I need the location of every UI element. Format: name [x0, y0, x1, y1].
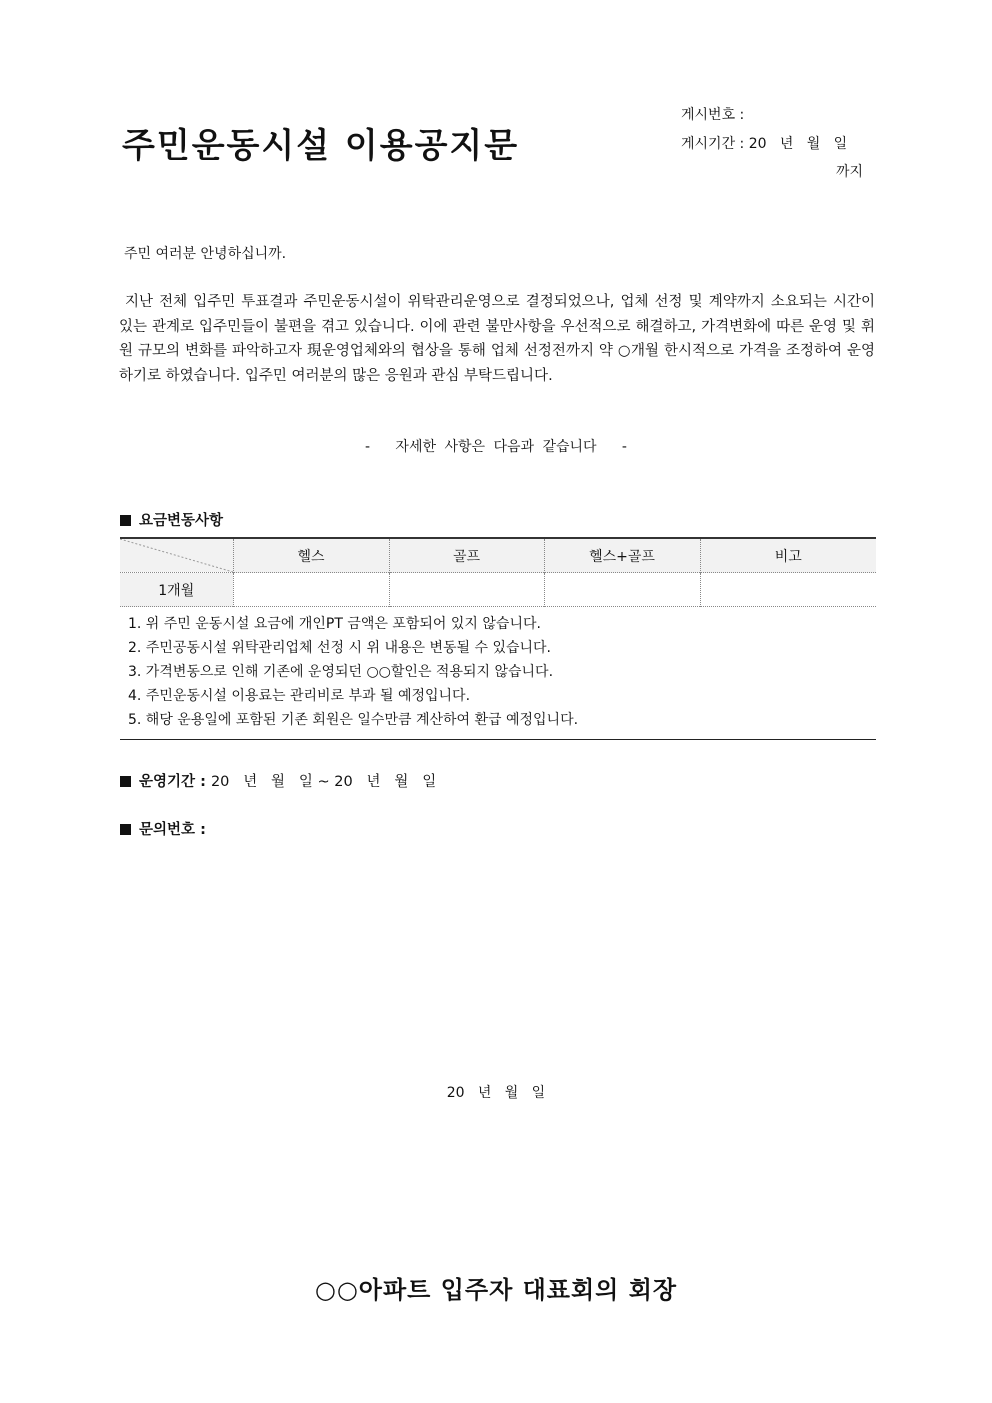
operation-period-value: 20 년 월 일 ~ 20 년 월 일	[210, 774, 437, 790]
document-title: 주민운동시설 이용공지문	[122, 126, 520, 166]
list-item: 3. 가격변동으로 인해 기존에 운영되던 ○○할인은 적용되지 않습니다.	[128, 664, 554, 680]
fee-section-label: 요금변동사항	[139, 513, 224, 529]
table-cell	[233, 573, 389, 607]
fee-notes-list	[128, 612, 578, 732]
column-header-health-golf: 헬스+골프	[544, 538, 700, 573]
table-cell	[389, 573, 544, 607]
notes-divider	[120, 739, 876, 740]
fee-table	[120, 537, 876, 607]
square-bullet-icon	[120, 515, 131, 526]
diagonal-line-icon	[120, 539, 233, 572]
table-corner-cell	[120, 538, 233, 573]
list-item: 1. 위 주민 운동시설 요금에 개인PT 금액은 포함되어 있지 않습니다.	[128, 616, 541, 632]
table-cell	[700, 573, 876, 607]
post-period-until: 까지	[836, 164, 864, 180]
post-number-label: 게시번호 :	[681, 107, 745, 123]
fee-table-header-row	[120, 538, 876, 573]
contact-label: 문의번호 :	[139, 822, 206, 838]
fee-section-heading	[120, 509, 223, 530]
list-item: 2. 주민공동시설 위탁관리업체 선정 시 위 내용은 변동될 수 있습니다.	[128, 640, 552, 656]
operation-period-row	[120, 770, 436, 791]
date-line: 20 년 월 일	[446, 1085, 546, 1101]
operation-period-label: 운영기간 :	[139, 774, 206, 790]
details-heading: - 자세한 사항은 다음과 같습니다 -	[365, 439, 627, 455]
square-bullet-icon	[120, 776, 131, 787]
table-cell	[544, 573, 700, 607]
column-header-remarks: 비고	[700, 538, 876, 573]
column-header-health: 헬스	[233, 538, 389, 573]
list-item: 4. 주민운동시설 이용료는 관리비로 부과 될 예정입니다.	[128, 688, 471, 704]
row-label-one-month: 1개월	[120, 573, 233, 607]
column-header-golf: 골프	[389, 538, 544, 573]
square-bullet-icon	[120, 824, 131, 835]
greeting-text: 주민 여러분 안녕하십니까.	[124, 246, 287, 262]
body-paragraph: 지난 전체 입주민 투표결과 주민운동시설이 위탁관리운영으로 결정되었으나, 업체 선정 및 계약까지 소요되는 시간이 있는 관계로 입주민들이 불편을 겪고 있습니다. 이에 관련 불만사항을 우선적으로 해결하고, 가격변화에 따른 운영 및 휘원 규모의 변화를 파악하고자 現운영업체와의 협상을 통해 업체 선정전까지 약 ○개월 한시적으로 가격을 조정하여 운영하기로 하였습니다. 입주민 여러분의 많은 응원과 관심 부탁드립니다.	[119, 294, 875, 384]
table-row	[120, 573, 876, 607]
contact-row	[120, 818, 206, 839]
post-period-label: 게시기간 : 20 년 월 일	[681, 136, 848, 152]
list-item: 5. 해당 운용일에 포함된 기존 회원은 일수만큼 계산하여 환급 예정입니다.	[128, 712, 579, 728]
signature: ○○아파트 입주자 대표회의 회장	[314, 1276, 678, 1304]
